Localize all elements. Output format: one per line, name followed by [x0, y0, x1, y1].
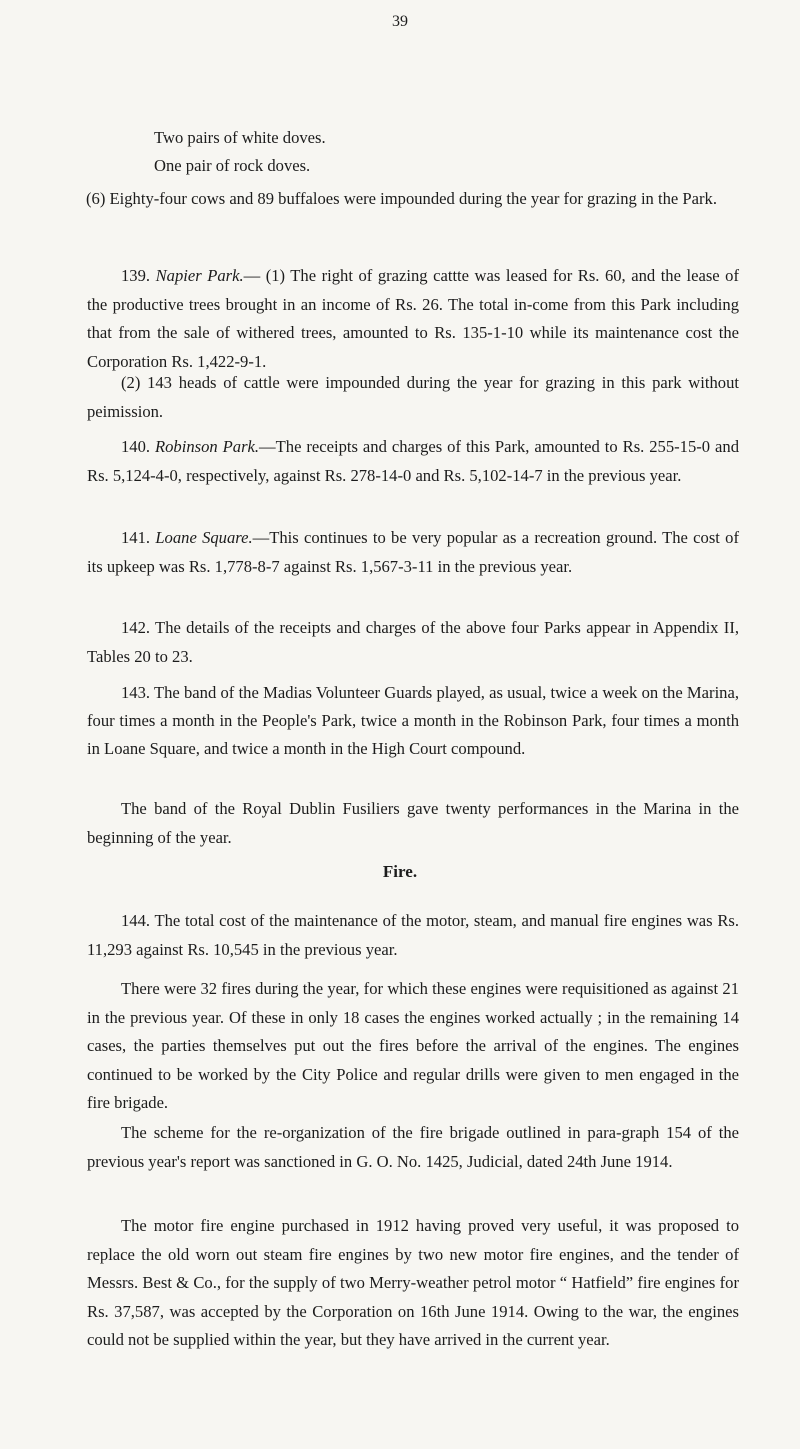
list-item-white-doves: Two pairs of white doves.: [154, 128, 326, 147]
paragraph-body: — (1) The right of grazing cattte was leased for Rs. 60, and the lease of the productive trees brought in an income of Rs. 26. The total in-come from this Park including that from the sale of withered trees, amounted to Rs. 135-1-10 while its maintenance cost the Corporation Rs. 1,422-9-1.: [87, 266, 739, 371]
paragraph-body: —This continues to be very popular as a recreation ground. The cost of its upkeep was Rs. 1,778-8-7 against Rs. 1,567-3-11 in the previous year.: [87, 528, 739, 576]
paragraph-number: 140.: [121, 437, 151, 456]
paragraph-6-impounded: (6) Eighty-four cows and 89 buffaloes were impounded during the year for grazing in the Park.: [86, 189, 717, 208]
paragraph-144c-reorganization: The scheme for the re-organization of the fire brigade outlined in para-graph 154 of the previous year's report was sanctioned in G. O. No. 1425, Judicial, dated 24th June 1914.: [87, 1123, 739, 1171]
paragraph-141-loane-square: [87, 524, 739, 581]
paragraph-number: 141.: [121, 528, 151, 547]
paragraph-body: —The receipts and charges of this Park, amounted to Rs. 255-15-0 and Rs. 5,124-4-0, respectively, against Rs. 278-14-0 and Rs. 5,102-14-7 in the previous year.: [87, 437, 739, 485]
list-item-rock-doves: One pair of rock doves.: [154, 156, 311, 175]
paragraph-140-robinson-park: [87, 433, 739, 490]
paragraph-number: 139.: [121, 266, 151, 285]
paragraph-143b-fusiliers: The band of the Royal Dublin Fusiliers gave twenty performances in the Marina in the beginning of the year.: [87, 799, 739, 847]
paragraph-139-napier-park: [87, 262, 739, 376]
paragraph-144d-motor-engine: The motor fire engine purchased in 1912 having proved very useful, it was proposed to replace the old worn out steam fire engines by two new motor fire engines, and the tender of Messrs. Best & Co., for the supply of two Merry-weather petrol motor “ Hatfield” fire engines for Rs. 37,587, was accepted by the Corporation on 16th June 1914. Owing to the war, the engines could not be supplied within the year, but they have arrived in the current year.: [87, 1216, 739, 1350]
paragraph-142-details: 142. The details of the receipts and charges of the above four Parks appear in Appendix II, Tables 20 to 23.: [87, 618, 739, 666]
section-heading-fire: Fire.: [382, 862, 418, 881]
paragraph-144b-fires: There were 32 fires during the year, for which these engines were requisitioned as against 21 in the previous year. Of these in only 18 cases the engines worked actually ; in the remaining 14 cases, the parties themselves put out the fires before the arrival of the engines. The engines continued to be worked by the City Police and regular drills were given to men engaged in the fire brigade.: [87, 979, 739, 1113]
paragraph-143-band: 143. The band of the Madias Volunteer Guards played, as usual, twice a week on the Marina, four times a month in the People's Park, twice a month in the Robinson Park, four times a month in Loane Square, and twice a month in the High Court compound.: [87, 683, 739, 758]
paragraph-144-fire-engines: 144. The total cost of the maintenance of the motor, steam, and manual fire engines was Rs. 11,293 against Rs. 10,545 in the previous year.: [87, 911, 739, 959]
page-number: 39: [392, 13, 408, 30]
paragraph-title: Loane Square.: [155, 528, 253, 547]
paragraph-title: Robinson Park.: [155, 437, 260, 456]
paragraph-139-2-cattle: (2) 143 heads of cattle were impounded during the year for grazing in this park without peimission.: [87, 373, 739, 421]
paragraph-title: Napier Park.: [155, 266, 244, 285]
